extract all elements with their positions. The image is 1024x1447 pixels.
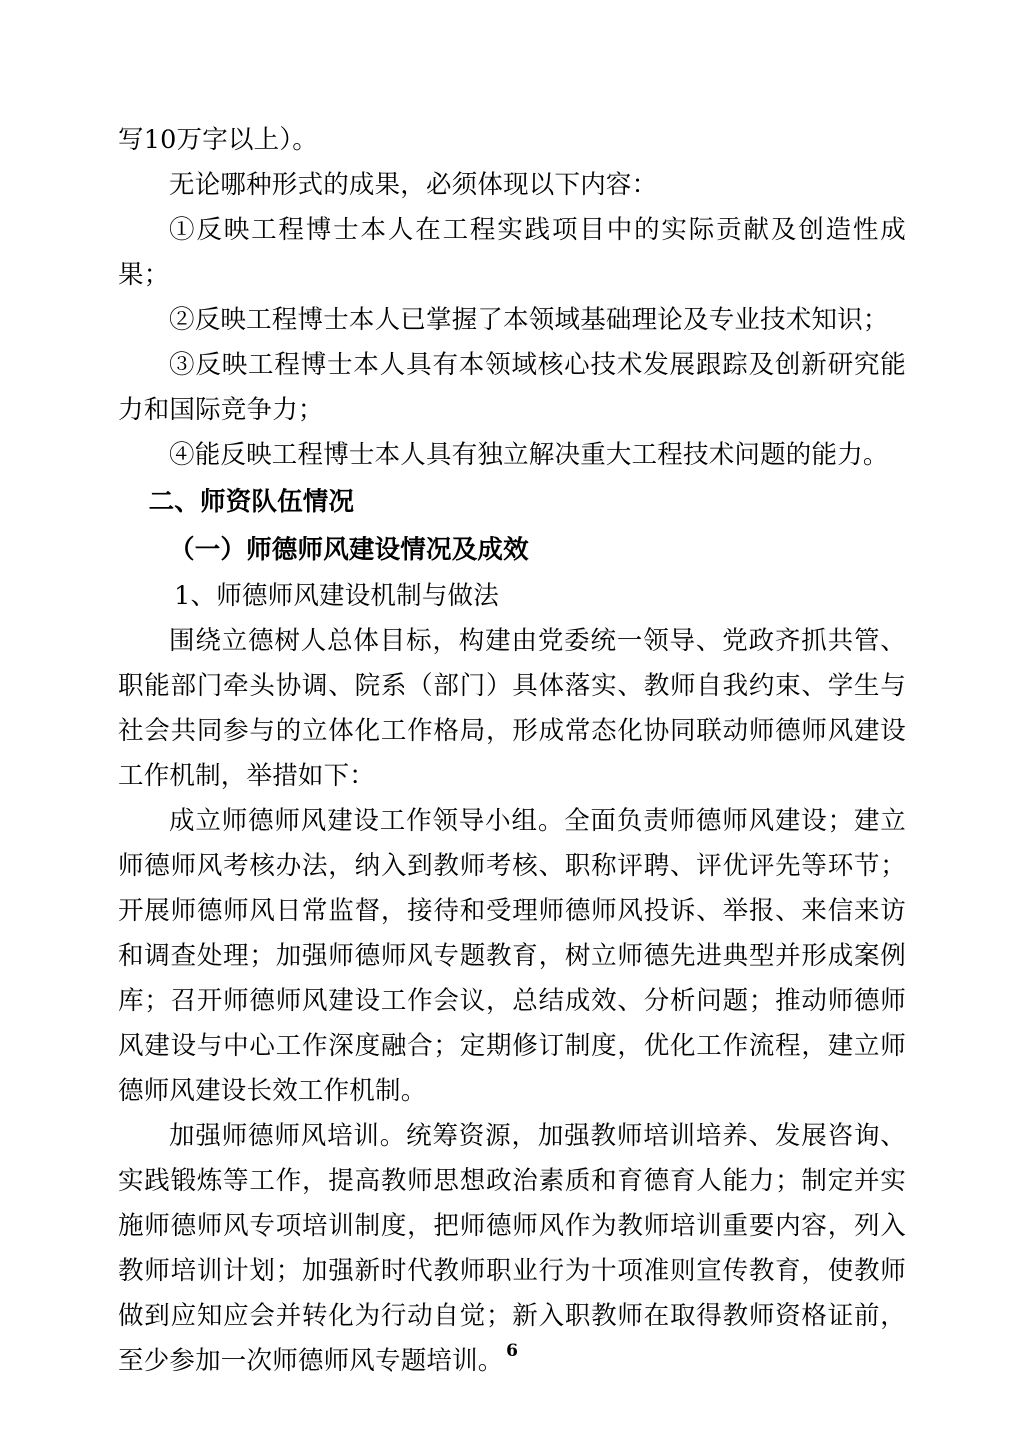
sub-subsection-heading-1: 1、师德师风建设机制与做法: [174, 581, 499, 611]
paragraph-results-intro: 无论哪种形式的成果，必须体现以下内容：: [169, 170, 658, 200]
list-item-1: ①反映工程博士本人在工程实践项目中的实际贡献及创造性成果；: [118, 215, 906, 290]
paragraph-continuation: 写10万字以上）。: [118, 125, 318, 155]
list-item-2: ②反映工程博士本人已掌握了本领域基础理论及专业技术知识；: [169, 305, 889, 335]
document-body: [118, 118, 906, 1384]
paragraph-leadership-group: 成立师德师风建设工作领导小组。全面负责师德师风建设；建立师德师风考核办法，纳入到教师考核、职称评聘、评优评先等环节；开展师德师风日常监督，接待和受理师德师风投诉、举报、来信来访和调查处理；加强师德师风专题教育，树立师德先进典型并形成案例库；召开师德师风建设工作会议，总结成效、分析问题；推动师德师风建设与中心工作深度融合；定期修订制度，优化工作流程，建立师德师风建设长效工作机制。: [118, 806, 906, 1106]
paragraph-training: 加强师德师风培训。统筹资源，加强教师培训培养、发展咨询、实践锻炼等工作，提高教师思想政治素质和育德育人能力；制定并实施师德师风专项培训制度，把师德师风作为教师培训重要内容，列入教师培训计划；加强新时代教师职业行为十项准则宣传教育，使教师做到应知应会并转化为行动自觉；新入职教师在取得教师资格证前，至少参加一次师德师风专题培训。: [118, 1121, 906, 1376]
page-number: 6: [506, 1341, 518, 1361]
subsection-heading-one: （一）师德师风建设情况及成效: [169, 535, 529, 565]
paragraph-overall-goal: 围绕立德树人总体目标，构建由党委统一领导、党政齐抓共管、职能部门牵头协调、院系（部门）具体落实、教师自我约束、学生与社会共同参与的立体化工作格局，形成常态化协同联动师德师风建设工作机制，举措如下：: [118, 626, 906, 791]
list-item-3: ③反映工程博士本人具有本领域核心技术发展跟踪及创新研究能力和国际竞争力；: [118, 350, 906, 425]
section-heading-two: 二、师资队伍情况: [148, 487, 355, 517]
list-item-4: ④能反映工程博士本人具有独立解决重大工程技术问题的能力。: [169, 440, 889, 470]
